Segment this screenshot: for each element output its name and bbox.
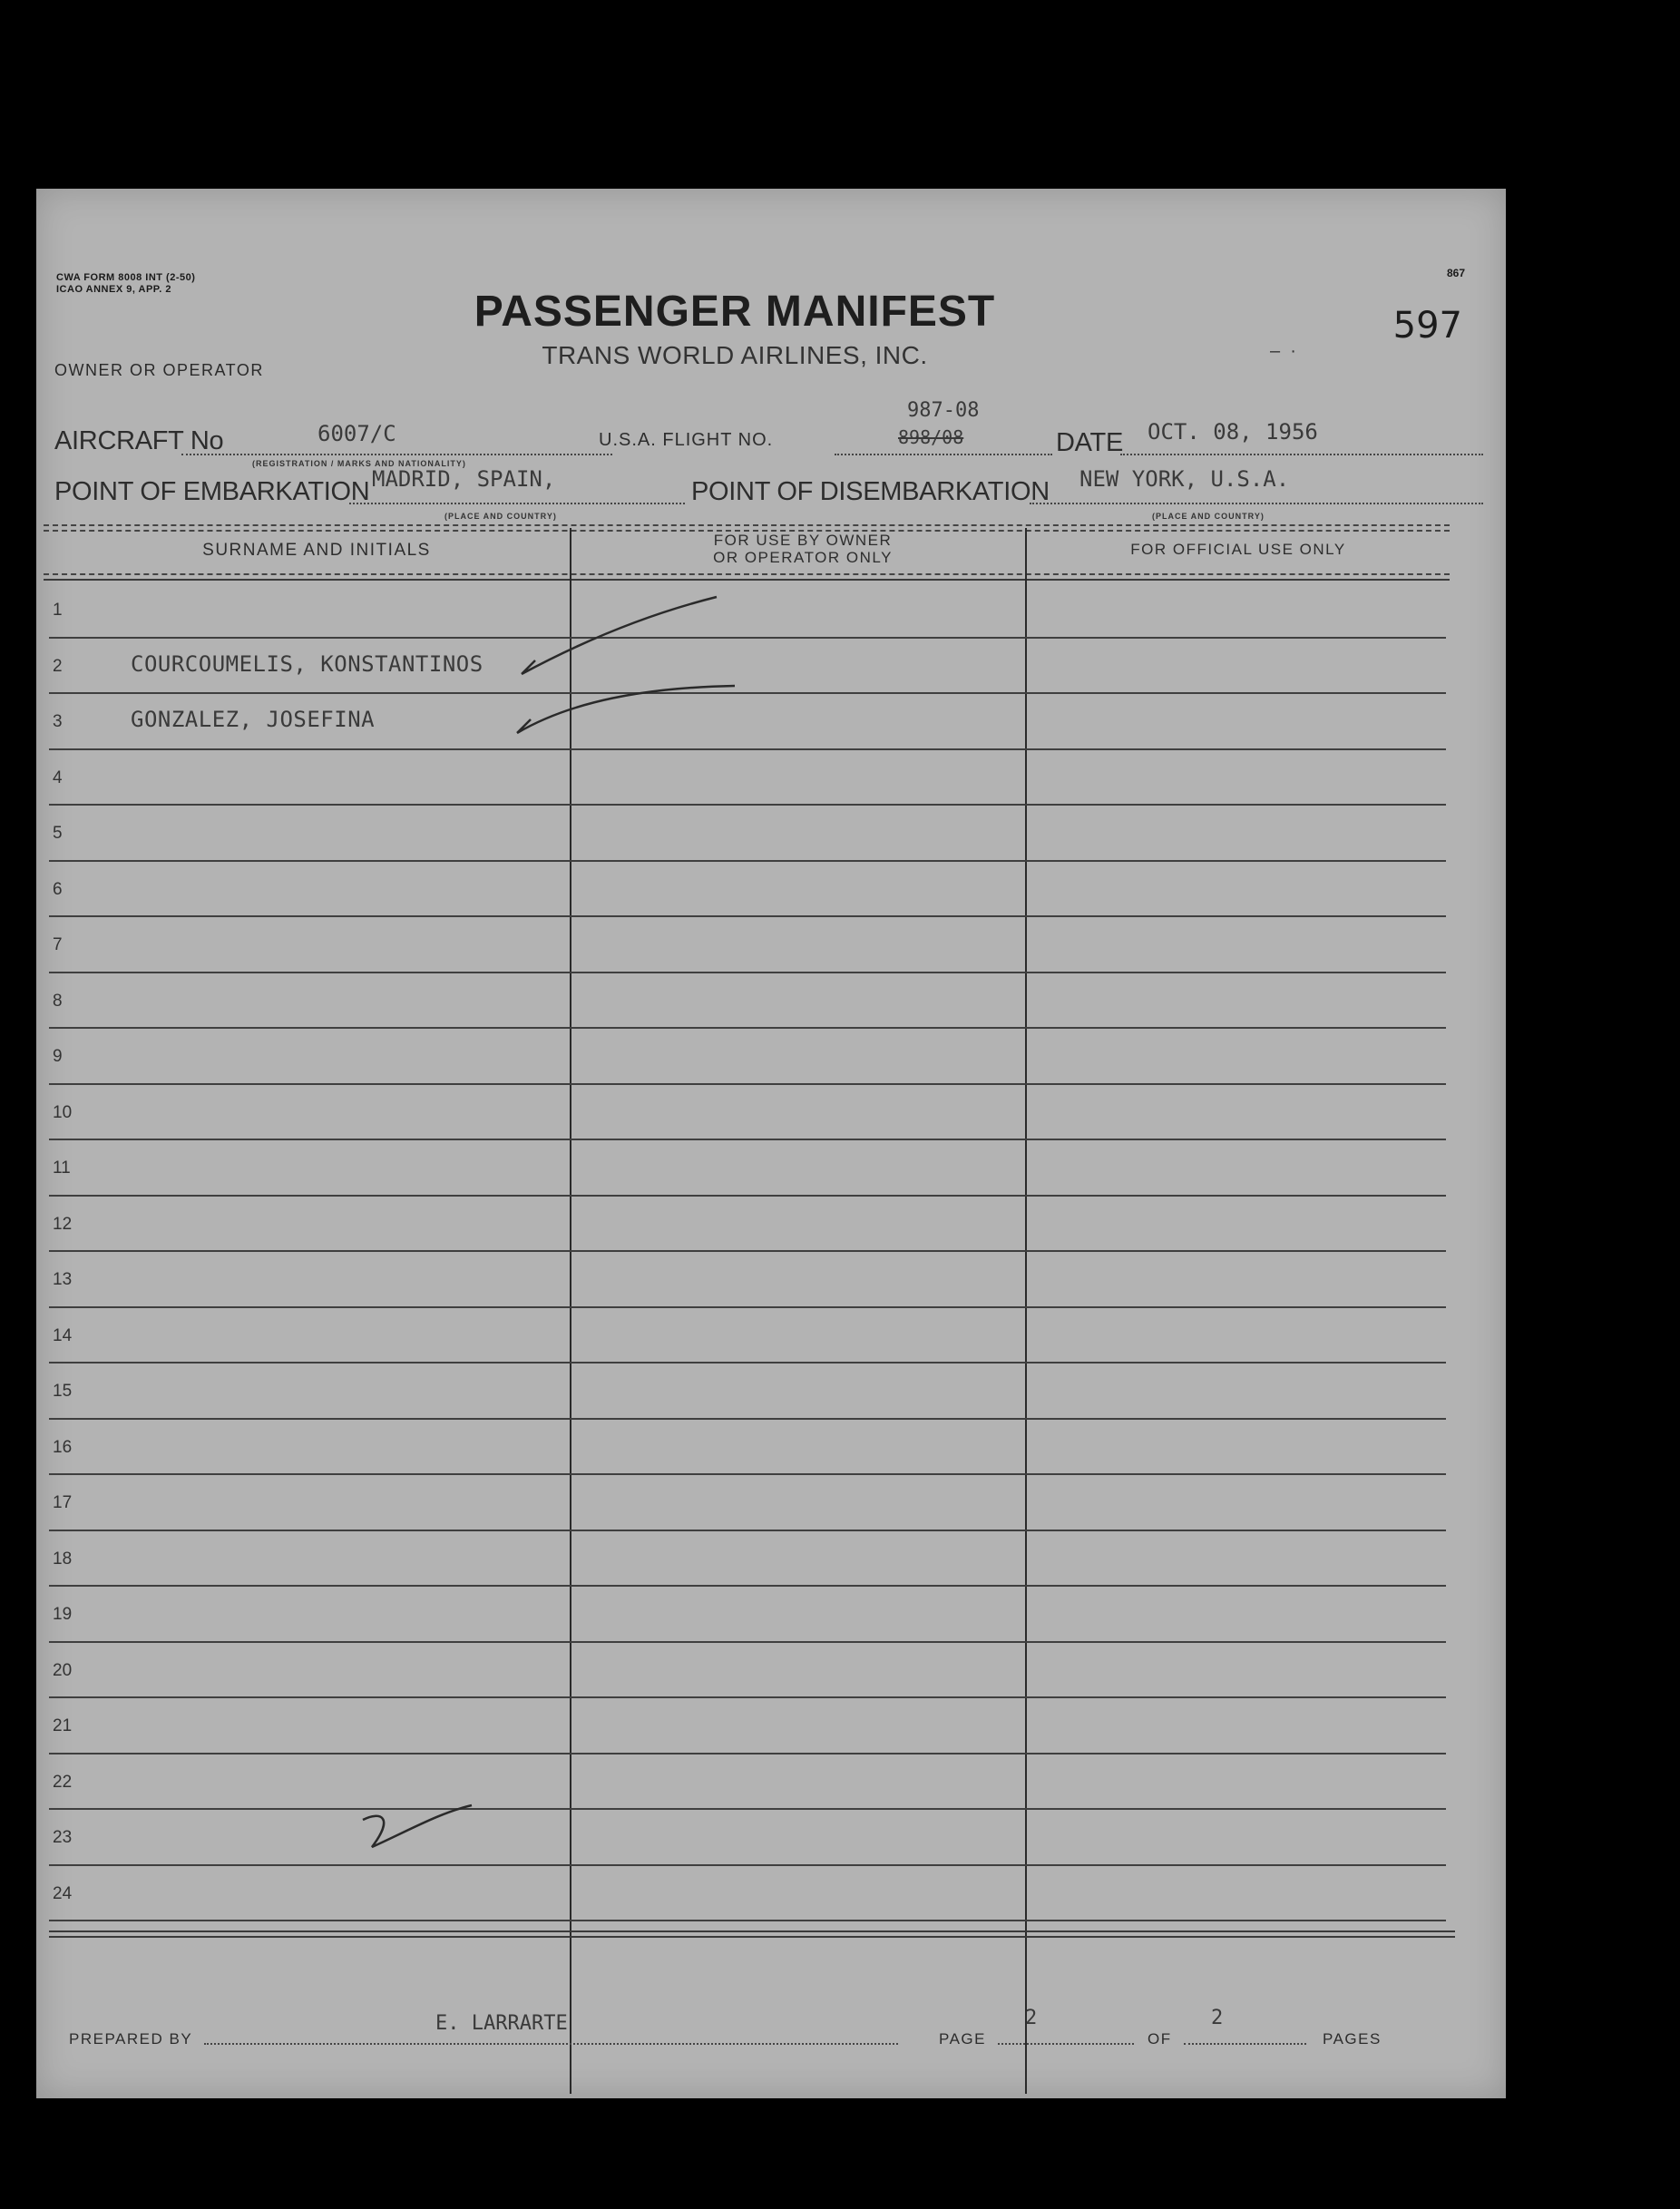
table-row: [49, 748, 1446, 806]
form-code-line2: ICAO ANNEX 9, APP. 2: [56, 284, 171, 295]
table-row: [49, 1362, 1446, 1420]
table-row: [49, 1585, 1446, 1643]
flight-value-typed: 898/08: [898, 426, 964, 448]
table-row: [49, 1696, 1446, 1754]
row-number: 7: [53, 935, 63, 954]
row-number: 14: [53, 1325, 73, 1345]
passenger-name: COURCOUMELIS, KONSTANTINOS: [131, 650, 483, 677]
embarkation-sublabel: (PLACE AND COUNTRY): [444, 512, 557, 521]
row-number: 2: [53, 656, 63, 676]
table-row: [49, 1530, 1446, 1588]
row-number: 10: [53, 1102, 73, 1122]
bottom-rule2: [49, 1936, 1455, 1938]
row-number: 4: [53, 767, 63, 787]
form-code-line1: CWA FORM 8008 INT (2-50): [56, 272, 196, 283]
aircraft-value: 6007/C: [317, 421, 396, 446]
flight-label: U.S.A. FLIGHT NO.: [599, 430, 774, 450]
page-value: 2: [1025, 2007, 1038, 2029]
row-number: 11: [53, 1158, 71, 1178]
bottom-rule: [49, 1930, 1455, 1932]
stamp-number: 597: [1392, 305, 1462, 347]
row-number: 18: [53, 1549, 73, 1569]
column-header-rule: [44, 573, 1450, 575]
flight-value-written: 987-08: [907, 399, 980, 422]
manifest-sheet: [36, 189, 1506, 2098]
table-row: [49, 915, 1446, 973]
embarkation-value: MADRID, SPAIN,: [372, 466, 556, 492]
column-owner-header: [581, 532, 1025, 566]
table-row: [49, 1250, 1446, 1308]
prepared-by-label: PREPARED BY: [69, 2030, 193, 2048]
row-number: 16: [53, 1437, 73, 1457]
date-value: OCT. 08, 1956: [1148, 419, 1318, 445]
header-rule-top: [44, 524, 1450, 526]
aircraft-label: AIRCRAFT No: [54, 426, 224, 455]
page-title: PASSENGER MANIFEST: [474, 288, 996, 336]
row-number: 19: [53, 1605, 73, 1624]
check-mark-row3: [517, 686, 735, 733]
column-surname-header: SURNAME AND INITIALS: [202, 541, 431, 560]
carrier-name: TRANS WORLD AIRLINES, INC.: [542, 341, 928, 369]
passenger-name: GONZALEZ, JOSEFINA: [131, 707, 376, 732]
table-row: [49, 1027, 1446, 1085]
table-row: [49, 1418, 1446, 1476]
owner-label: OWNER OR OPERATOR: [54, 361, 264, 379]
row-number: 23: [53, 1828, 73, 1847]
prepared-by-value: E. LARRARTE: [435, 2012, 568, 2035]
passenger-rows: [36, 581, 1488, 1923]
table-row: [49, 860, 1446, 918]
page-label: PAGE: [939, 2030, 986, 2048]
date-label: DATE: [1056, 428, 1123, 457]
table-row: [49, 1083, 1446, 1141]
row-number: 17: [53, 1493, 73, 1512]
embarkation-underline: [349, 503, 685, 504]
table-row: [49, 1808, 1446, 1866]
row-number: 1: [53, 601, 63, 620]
row-number: 3: [53, 712, 63, 731]
row-number: 9: [53, 1047, 63, 1066]
of-underline: [1184, 2043, 1306, 2045]
table-row: [49, 1139, 1446, 1197]
pages-label: PAGES: [1323, 2030, 1382, 2048]
table-row: [49, 1306, 1446, 1364]
row-number: 22: [53, 1772, 73, 1792]
prepared-by-underline: [204, 2043, 898, 2045]
row-number: 13: [53, 1270, 73, 1289]
row-number: 6: [53, 879, 63, 899]
row-number: 21: [53, 1716, 73, 1735]
check-marks: [508, 588, 780, 751]
dash-marks: – ·: [1270, 341, 1296, 361]
table-row: [49, 1753, 1446, 1811]
column-official-header: FOR OFFICIAL USE ONLY: [1130, 541, 1346, 558]
table-row: [49, 972, 1446, 1030]
row-number: 24: [53, 1883, 73, 1903]
disembarkation-sublabel: (PLACE AND COUNTRY): [1152, 512, 1265, 521]
embarkation-label: POINT OF EMBARKATION: [54, 477, 370, 506]
row-number: 8: [53, 991, 63, 1011]
row-number: 20: [53, 1660, 73, 1680]
row-number: 5: [53, 824, 63, 843]
flight-underline: [835, 454, 1052, 455]
table-row: [49, 1195, 1446, 1253]
check-mark-row2: [522, 597, 717, 674]
table-row: [49, 1473, 1446, 1531]
aircraft-sublabel: (REGISTRATION / MARKS AND NATIONALITY): [252, 459, 466, 468]
of-value: 2: [1211, 2007, 1224, 2029]
of-label: OF: [1148, 2030, 1172, 2048]
column-owner-header-line2: OR OPERATOR ONLY: [713, 549, 893, 566]
handwritten-mark: [354, 1794, 481, 1858]
row-number: 15: [53, 1382, 73, 1401]
date-underline: [1120, 454, 1483, 455]
aircraft-underline: [181, 454, 612, 455]
page-underline: [998, 2043, 1134, 2045]
row-number: 12: [53, 1214, 73, 1234]
table-row: [49, 1641, 1446, 1699]
disembarkation-label: POINT OF DISEMBARKATION: [691, 477, 1050, 506]
disembarkation-value: NEW YORK, U.S.A.: [1079, 466, 1290, 492]
disembarkation-underline: [1030, 503, 1483, 504]
table-row: [49, 804, 1446, 862]
column-owner-header-line1: FOR USE BY OWNER: [713, 532, 893, 549]
top-right-number: 867: [1446, 267, 1465, 279]
table-row: [49, 1864, 1446, 1922]
